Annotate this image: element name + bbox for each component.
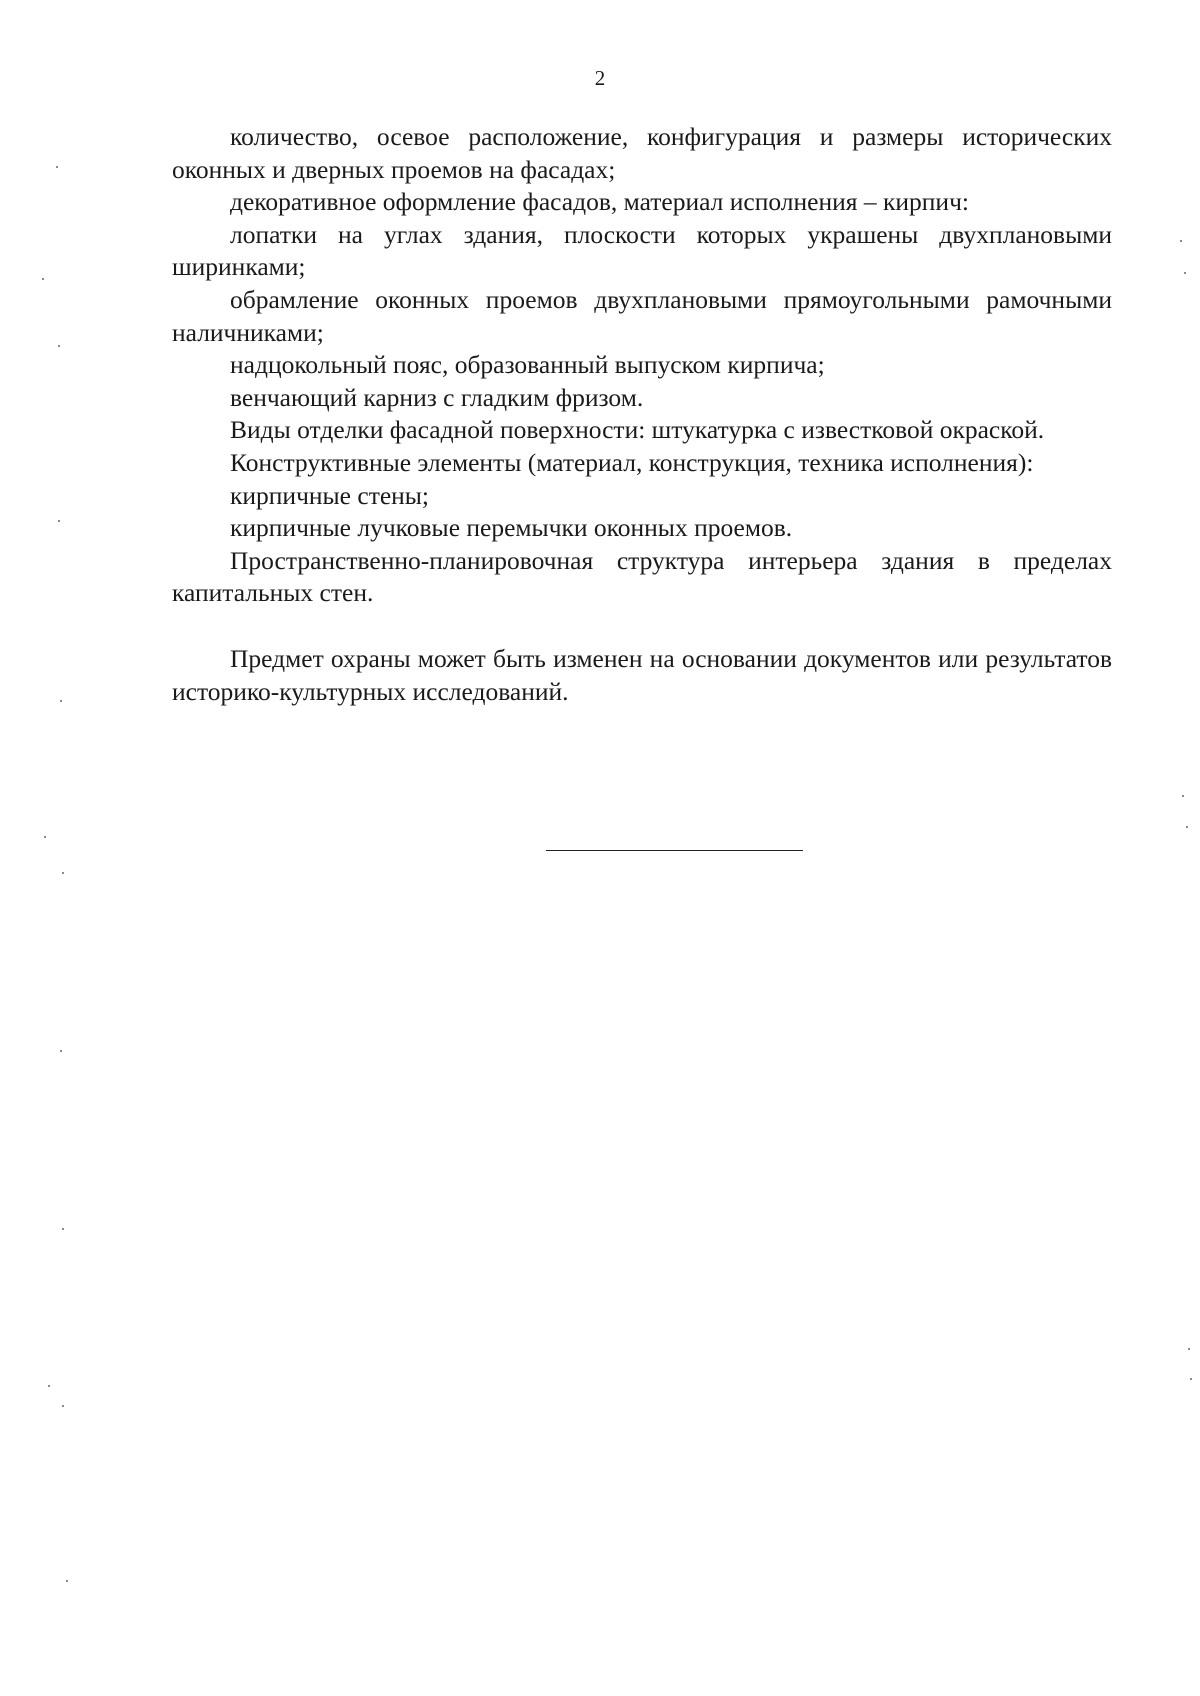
scan-speck bbox=[60, 700, 62, 702]
document-body bbox=[172, 121, 1112, 708]
scan-speck bbox=[62, 1228, 64, 1230]
paragraph-spatial-structure: Пространственно-планировочная структура интерьера здания в пределах капитальных стен. bbox=[172, 545, 1112, 608]
scan-speck bbox=[62, 1405, 64, 1407]
scan-speck bbox=[60, 1050, 62, 1052]
scan-speck bbox=[1186, 826, 1188, 828]
scan-speck bbox=[56, 166, 58, 168]
paragraph-plinth-belt: надцокольный пояс, образованный выпуском кирпича; bbox=[230, 350, 825, 380]
scan-speck bbox=[1182, 795, 1184, 797]
paragraph-pilasters: лопатки на углах здания, плоскости которых украшены двухплановыми ширинками; bbox=[172, 219, 1112, 282]
scan-speck bbox=[1190, 1378, 1192, 1380]
paragraph-openings: количество, осевое расположение, конфигурация и размеры исторических оконных и дверных проемов на фасадах; bbox=[172, 122, 1112, 184]
scan-speck bbox=[1184, 272, 1186, 274]
closing-note: Предмет охраны может быть изменен на основании документов или результатов историко-культурных исследований. bbox=[172, 643, 1112, 706]
paragraph-finish-types: Виды отделки фасадной поверхности: штукатурка с известковой окраской. bbox=[230, 415, 1045, 445]
paragraph-brick-walls: кирпичные стены; bbox=[230, 480, 430, 510]
scan-speck bbox=[66, 1580, 68, 1582]
scan-speck bbox=[62, 872, 64, 874]
paragraph-window-frames: обрамление оконных проемов двухплановыми прямоугольными рамочными наличниками; bbox=[172, 284, 1112, 347]
scan-speck bbox=[1188, 1348, 1190, 1350]
scan-speck bbox=[48, 1385, 50, 1387]
scan-speck bbox=[58, 520, 60, 522]
scan-speck bbox=[58, 345, 60, 347]
scan-speck bbox=[1180, 240, 1182, 242]
paragraph-lintels: кирпичные лучковые перемычки оконных проемов. bbox=[230, 513, 793, 543]
scan-speck bbox=[44, 836, 46, 838]
paragraph-structural-elements: Конструктивные элементы (материал, конструкция, техника исполнения): bbox=[230, 447, 1034, 477]
scan-speck bbox=[42, 278, 44, 280]
end-rule bbox=[546, 850, 803, 851]
paragraph-facade-decor: декоративное оформление фасадов, материал исполнения – кирпич: bbox=[230, 187, 969, 217]
page-number: 2 bbox=[594, 66, 606, 90]
paragraph-cornice: венчающий карниз с гладким фризом. bbox=[230, 382, 644, 412]
